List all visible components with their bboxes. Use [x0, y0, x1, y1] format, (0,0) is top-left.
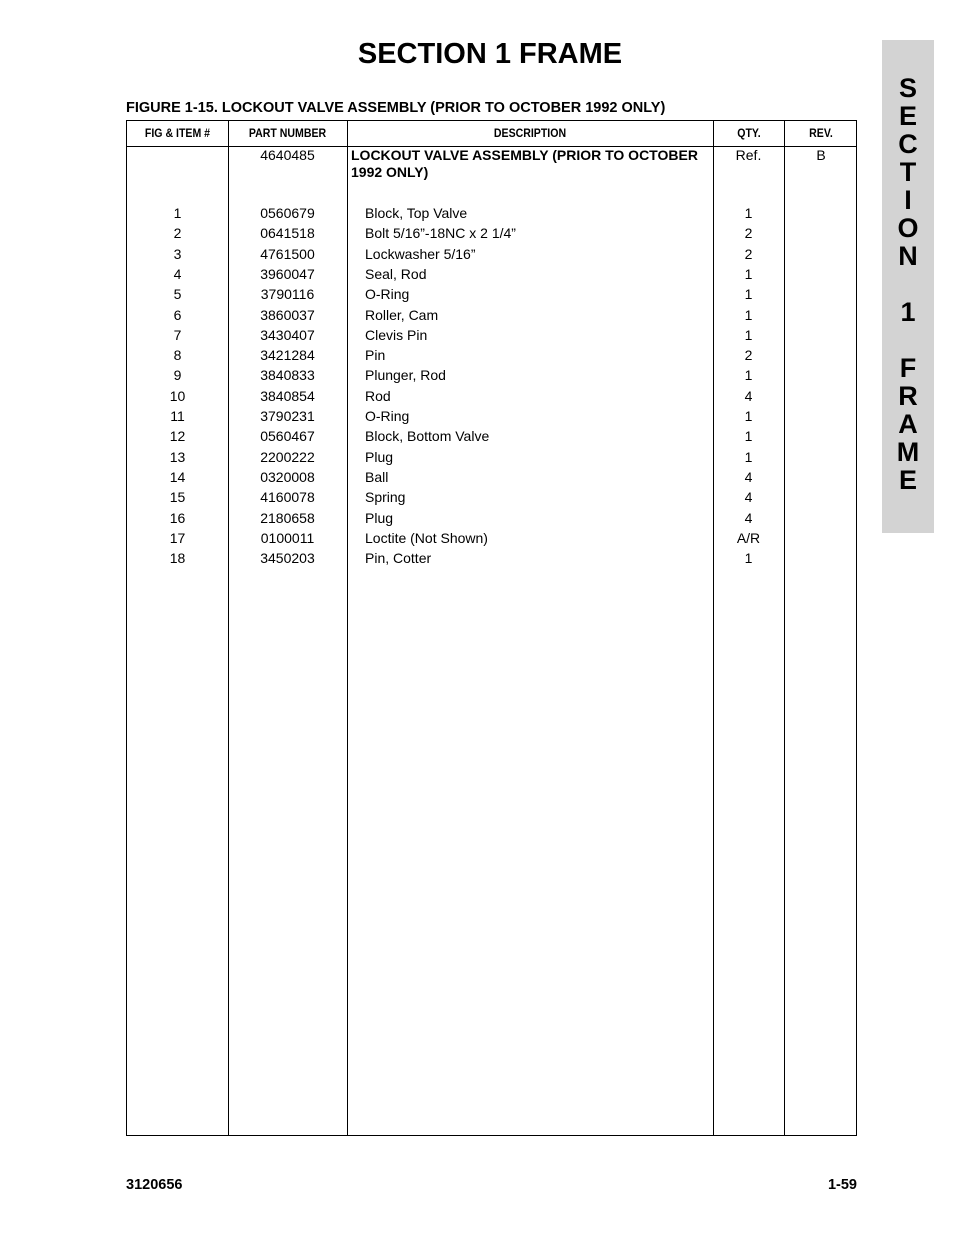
- side-tab-letter: N: [898, 241, 918, 271]
- quantity: 4: [744, 509, 753, 526]
- description: Lockwasher 5/16”: [365, 245, 476, 262]
- part-number: 3860037: [260, 306, 315, 323]
- fig-item-number: 15: [169, 489, 186, 506]
- side-tab-letter: 1: [900, 297, 916, 327]
- description: Plug: [365, 509, 394, 526]
- table-header: [127, 121, 856, 147]
- description: Spring: [365, 489, 406, 506]
- parts-table: [126, 120, 857, 1136]
- description: Plunger, Rod: [365, 367, 446, 384]
- assembly-description-line1: LOCKOUT VALVE ASSEMBLY (PRIOR TO OCTOBER: [351, 147, 698, 163]
- description: Plug: [365, 448, 394, 465]
- side-tab-letter: S: [898, 73, 917, 103]
- side-tab-letter: E: [898, 101, 917, 131]
- description: Bolt 5/16”-18NC x 2 1/4”: [365, 225, 516, 242]
- fig-item-number: 5: [173, 286, 182, 303]
- quantity: 4: [744, 489, 753, 506]
- fig-item-number: 7: [173, 326, 182, 343]
- part-number: 4160078: [260, 489, 315, 506]
- part-number: 4761500: [260, 245, 315, 262]
- side-tab-letter: C: [898, 129, 918, 159]
- side-tab-letter: T: [899, 157, 917, 187]
- part-number: 0100011: [260, 529, 315, 546]
- part-number: 0560467: [260, 428, 315, 445]
- fig-item-number: 12: [169, 428, 186, 445]
- description: Seal, Rod: [365, 265, 427, 282]
- description: Block, Bottom Valve: [365, 428, 490, 445]
- assembly-rev: B: [816, 147, 826, 163]
- quantity: 2: [744, 347, 753, 364]
- part-number: 3421284: [260, 347, 315, 364]
- description: Roller, Cam: [365, 306, 439, 323]
- fig-item-number: 1: [173, 205, 182, 221]
- quantity: 2: [744, 245, 753, 262]
- figure-title: FIGURE 1-15. LOCKOUT VALVE ASSEMBLY (PRIOR TO OCTOBER 1992 ONLY): [126, 100, 666, 116]
- assembly-description-line2: 1992 ONLY): [351, 164, 429, 180]
- part-number: 3840854: [260, 387, 315, 404]
- side-tab-letter: E: [898, 465, 917, 495]
- part-number: 3790116: [260, 286, 315, 303]
- fig-item-number: 8: [173, 347, 182, 364]
- quantity: A/R: [736, 529, 761, 546]
- quantity: 1: [744, 408, 753, 424]
- header-description: DESCRIPTION: [493, 126, 567, 140]
- fig-item-number: 17: [169, 529, 186, 546]
- description: Clevis Pin: [365, 326, 428, 343]
- part-number: 2200222: [260, 448, 315, 465]
- part-number: 3840833: [260, 367, 315, 384]
- fig-item-number: 13: [169, 448, 186, 465]
- part-number: 3450203: [260, 550, 315, 567]
- description: Block, Top Valve: [365, 205, 468, 221]
- fig-item-number: 18: [169, 550, 186, 567]
- quantity: 1: [744, 286, 753, 303]
- fig-item-number: 9: [173, 367, 182, 384]
- fig-item-number: 4: [173, 265, 182, 282]
- quantity: 1: [744, 428, 753, 445]
- side-tab-letter: I: [904, 185, 912, 215]
- description: O-Ring: [365, 286, 410, 303]
- side-tab-letter: M: [896, 437, 920, 467]
- part-number: 3430407: [260, 326, 315, 343]
- fig-item-number: 14: [169, 468, 186, 485]
- quantity: 1: [744, 448, 753, 465]
- side-tab-letter: A: [898, 409, 918, 439]
- fig-item-number: 6: [173, 306, 182, 323]
- quantity: 1: [744, 550, 753, 567]
- quantity: 1: [744, 306, 753, 323]
- description: Loctite (Not Shown): [365, 529, 488, 546]
- fig-item-number: 10: [169, 387, 186, 404]
- quantity: 1: [744, 326, 753, 343]
- quantity: 2: [744, 225, 753, 242]
- fig-item-number: 11: [170, 408, 185, 424]
- part-number: 0641518: [260, 225, 315, 242]
- assembly-part-number: 4640485: [260, 147, 315, 163]
- quantity: 1: [744, 265, 753, 282]
- document-number: 3120656: [126, 1177, 183, 1193]
- side-tab-letter: O: [897, 213, 919, 243]
- fig-item-number: 2: [173, 225, 182, 242]
- section-title: SECTION 1 FRAME: [357, 38, 623, 70]
- fig-item-number: 3: [173, 245, 182, 262]
- part-number: 3790231: [260, 408, 315, 424]
- section-side-tab: [882, 40, 934, 533]
- part-number: 0560679: [260, 205, 315, 221]
- description: Pin: [365, 347, 386, 364]
- page-number: 1-59: [827, 1177, 857, 1193]
- header-qty: QTY.: [737, 126, 761, 140]
- side-tab-letter: R: [898, 381, 918, 411]
- fig-item-number: 16: [169, 509, 186, 526]
- part-number: 0320008: [260, 468, 315, 485]
- header-part-number: PART NUMBER: [248, 126, 327, 140]
- part-number: 3960047: [260, 265, 315, 282]
- quantity: 4: [744, 387, 753, 404]
- quantity: 1: [744, 205, 753, 221]
- header-rev: REV.: [809, 126, 833, 140]
- header-fig-item: FIG & ITEM #: [144, 126, 211, 140]
- assembly-qty: Ref.: [735, 147, 762, 163]
- part-number: 2180658: [260, 509, 315, 526]
- description: Rod: [365, 387, 391, 404]
- description: Ball: [365, 468, 389, 485]
- side-tab-letter: F: [899, 353, 917, 383]
- description: Pin, Cotter: [365, 550, 432, 567]
- description: O-Ring: [365, 408, 410, 424]
- quantity: 1: [744, 367, 753, 384]
- quantity: 4: [744, 468, 753, 485]
